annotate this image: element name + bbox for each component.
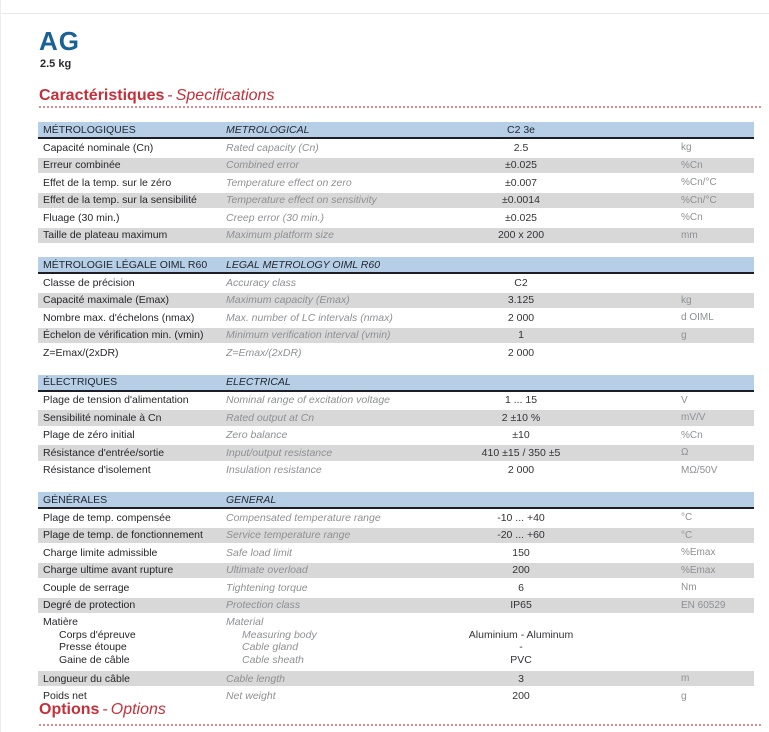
row-value: ±0.0014 [502,194,540,207]
row-value: C2 [514,276,528,289]
table-row [38,192,754,210]
table-header-label-en: LEGAL METROLOGY OIML R60 [226,258,381,271]
row-label-en: Minimum verification interval (vmin) [226,329,391,342]
row-label-en: Zero balance [226,429,288,442]
table-row [38,227,754,245]
row-label-en: Rated capacity (Cn) [226,141,319,154]
row-label-fr: Nombre max. d'échelons (nmax) [43,311,195,324]
row-value [401,616,641,667]
table-header-row [38,257,754,274]
table-row [38,174,754,192]
row-label-fr: Plage de temp. de fonctionnement [43,529,203,542]
row-unit: °C [681,512,693,524]
row-label-en: Maximum capacity (Emax) [226,294,350,307]
row-label-fr: Plage de zéro initial [43,429,135,442]
row-label-en: Ultimate overload [226,564,308,577]
row-unit: %Cn [681,212,703,224]
row-unit: mm [681,229,698,241]
table-row [38,597,754,615]
row-label-fr: Capacité nominale (Cn) [43,141,154,154]
row-unit: %Cn [681,429,703,441]
table-header-label-en: METROLOGICAL [226,123,310,136]
spec-table-general [38,492,754,705]
row-label-en: Rated output at Cn [226,411,315,424]
spec-tables [38,122,754,718]
row-label-fr: Z=Emax/(2xDR) [43,346,119,359]
product-title: AG [39,26,80,56]
sub-row-label-en: Measuring body [242,628,317,641]
row-label-fr-main: Matière [43,616,79,628]
row-unit: kg [681,142,692,154]
row-value: 3.125 [507,294,535,307]
row-label-fr: Sensibilité nominale à Cn [43,411,162,424]
sub-row-value: PVC [510,654,532,667]
section-heading-separator: - [167,87,173,104]
table-row [38,562,754,580]
sub-row-value: Aluminium - Aluminum [468,628,574,641]
row-label-fr: Classe de précision [43,276,135,289]
row-label-en: Safe load limit [226,546,292,559]
row-label-en: Creep error (30 min.) [226,211,325,224]
row-value-spacer [401,616,641,629]
table-row [38,274,754,292]
spec-table-legal-metrology-oiml-r60 [38,257,754,362]
table-row [38,139,754,157]
row-label-fr: Charge limite admissible [43,546,158,559]
row-label-en: Temperature effect on sensitivity [226,194,377,207]
sub-row-label-fr: Corps d'épreuve [59,628,136,641]
row-label-fr: Capacité maximale (Emax) [43,294,170,307]
row-label-fr: Plage de tension d'alimentation [43,394,189,407]
row-value: ±0.025 [504,159,538,172]
table-row [38,157,754,175]
sub-row-label-fr: Gaine de câble [59,654,130,667]
row-label-en: Net weight [226,690,276,703]
sub-row-label-fr: Presse étoupe [59,641,127,654]
sub-row-label-en: Cable sheath [242,654,304,667]
row-label-en: Accuracy class [226,276,297,289]
row-label-en: Max. number of LC intervals (nmax) [226,311,393,324]
row-label-en: Temperature effect on zero [226,176,352,189]
row-value: ±0.025 [504,211,538,224]
row-value: 200 [512,690,530,703]
table-header-row [38,375,754,392]
row-value: 410 ±15 / 350 ±5 [481,446,561,459]
row-label-en: Maximum platform size [226,229,334,242]
row-label-en: Input/output resistance [226,446,333,459]
spec-table-electrical [38,375,754,480]
row-unit: m [681,673,690,685]
table-row [38,462,754,480]
capacity-label: 2.5 kg [40,58,72,70]
row-value: 6 [518,581,524,594]
row-label-fr: Degré de protection [43,599,136,612]
row-label-fr: Échelon de vérification min. (vmin) [43,329,204,342]
row-label-fr: Longueur du câble [43,672,130,685]
row-value: 2 000 [507,311,535,324]
row-value: ±10 [512,429,530,442]
row-label-fr: Couple de serrage [43,581,130,594]
row-label-en: Compensated temperature range [226,511,381,524]
row-label-fr: Erreur combinée [43,159,121,172]
page-top-edge-line [1,13,769,14]
row-unit: g [681,329,687,341]
table-row [38,327,754,345]
row-label-en: Tightening torque [226,581,308,594]
row-value: 200 [512,564,530,577]
table-header-label-fr: MÉTROLOGIE LÉGALE OIML R60 [43,258,208,271]
table-row [38,392,754,410]
table-row [38,209,754,227]
table-row [38,544,754,562]
table-header-label-en: ELECTRICAL [226,376,291,388]
section-heading-specifications-en: Specifications [175,87,275,104]
dotted-rule [39,105,761,108]
row-label-en: Insulation resistance [226,464,322,477]
row-unit: MΩ/50V [681,464,718,476]
row-label-en [226,616,401,667]
table-row [38,614,754,670]
table-header-label-en: GENERAL [226,493,277,506]
table-header-row [38,492,754,509]
table-header-label-fr: ÉLECTRIQUES [43,376,118,388]
table-row [38,292,754,310]
table-row [38,509,754,527]
row-unit: %Cn [681,159,703,171]
row-label-fr: Résistance d'entrée/sortie [43,446,165,459]
row-value: 1 ... 15 [504,394,538,407]
row-unit: d OIML [681,312,714,324]
row-unit: %Emax [681,547,716,559]
row-label-en: Cable length [226,672,285,685]
section-heading-specifications-fr: Caractéristiques [39,87,165,104]
row-value: 2 000 [507,346,535,359]
row-value: IP65 [510,599,532,612]
row-label-fr: Fluage (30 min.) [43,211,120,224]
row-label-fr: Taille de plateau maximum [43,229,168,242]
row-unit: %Emax [681,564,716,576]
table-header-value: C2 3e [506,123,536,136]
section-heading-options-en: Options [110,701,166,718]
row-label-en: Z=Emax/(2xDR) [226,346,302,359]
row-value: 1 [518,329,524,342]
dotted-rule [39,723,761,726]
table-row [38,427,754,445]
row-label-fr: Charge ultime avant rupture [43,564,174,577]
row-value: 2.5 [513,141,529,154]
row-value: 2 ±10 % [501,411,541,424]
table-row [38,344,754,362]
row-unit: °C [681,529,693,541]
table-header-label-fr: GÉNÉRALES [43,493,108,506]
table-row [38,527,754,545]
row-label-en: Protection class [226,599,301,612]
row-unit: %Cn/°C [681,194,717,206]
spec-table-metrological [38,122,754,244]
row-unit: EN 60529 [681,599,726,611]
row-value: 3 [518,672,524,685]
row-label-en: Service temperature range [226,529,351,542]
row-unit: Nm [681,582,697,594]
row-value: 150 [512,546,530,559]
table-header-row [38,122,754,139]
section-heading-specifications [39,87,274,105]
section-heading-options [39,701,166,719]
row-label-fr: Effet de la temp. sur la sensibilité [43,194,197,207]
row-label-fr: Effet de la temp. sur le zéro [43,176,172,189]
row-value: 200 x 200 [497,229,545,242]
table-row [38,309,754,327]
row-unit: V [681,394,688,406]
row-value: -20 ... +60 [497,529,545,542]
row-unit: mV/V [681,412,706,424]
table-row [38,670,754,688]
table-row [38,444,754,462]
table-header-label-fr: MÉTROLOGIQUES [43,123,136,136]
row-value: ±0.007 [504,176,538,189]
section-heading-separator: - [102,701,108,718]
section-heading-options-fr: Options [39,701,100,718]
row-value: -10 ... +40 [497,511,545,524]
sub-row-value: - [519,641,523,654]
row-unit: %Cn/°C [681,177,717,189]
row-label-fr: Poids net [43,690,87,703]
table-row [38,579,754,597]
row-label-en: Combined error [226,159,299,172]
row-label-fr: Résistance d'isolement [43,464,151,477]
row-value: 2 000 [507,464,535,477]
row-label-en: Nominal range of excitation voltage [226,394,391,407]
table-row [38,409,754,427]
row-unit: Ω [681,447,689,459]
row-label-fr [38,616,226,667]
row-label-en-main: Material [226,616,264,628]
row-label-fr: Plage de temp. compensée [43,511,171,524]
sub-row-label-en: Cable gland [242,641,299,654]
row-unit: g [681,690,687,702]
row-unit: kg [681,294,692,306]
